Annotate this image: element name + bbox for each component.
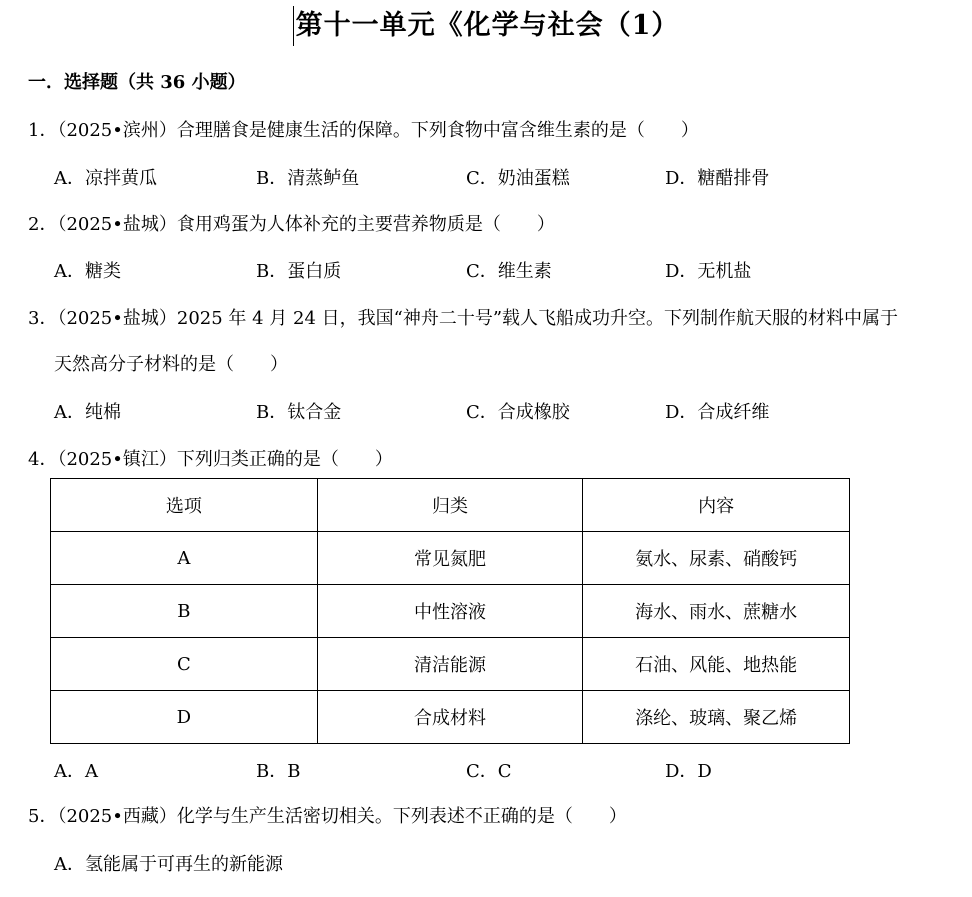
table-cell: 清洁能源 (317, 638, 583, 691)
table-cell: 中性溶液 (317, 585, 583, 638)
table-cell: C (51, 638, 318, 691)
option-d[interactable]: D．糖醋排骨 (665, 168, 770, 189)
option-b[interactable]: B．钛合金 (256, 402, 342, 423)
table-cell: 合成材料 (317, 691, 583, 744)
question-3-stem-continued: 天然高分子材料的是（ ） (54, 354, 288, 375)
question-1-stem: 1．（2025•滨州）合理膳食是健康生活的保障。下列食物中富含维生素的是（ ） (28, 120, 699, 141)
table-row (51, 532, 850, 585)
table-header-cell: 归类 (317, 479, 583, 532)
table-cell: 海水、雨水、蔗糖水 (583, 585, 850, 638)
table-row (51, 691, 850, 744)
option-b[interactable]: B．B (256, 761, 301, 782)
option-a[interactable]: A．氢能属于可再生的新能源 (54, 854, 283, 875)
table-row (51, 585, 850, 638)
option-c[interactable]: C．奶油蛋糕 (466, 168, 570, 189)
option-a[interactable]: A．纯棉 (54, 402, 121, 423)
question-4-stem: 4．（2025•镇江）下列归类正确的是（ ） (28, 449, 393, 470)
question-3-stem: 3．（2025•盐城）2025 年 4 月 24 日，我国“神舟二十号”载人飞船成功升空。下列制作航天服的材料中属于 (28, 308, 899, 329)
option-b[interactable]: B．蛋白质 (256, 261, 342, 282)
table-header-cell: 选项 (51, 479, 318, 532)
option-c[interactable]: C．合成橡胶 (466, 402, 570, 423)
page-title: 第十一单元《化学与社会（1） (293, 6, 680, 46)
table-cell: A (51, 532, 318, 585)
table-cell: 氨水、尿素、硝酸钙 (583, 532, 850, 585)
table-cell: 涤纶、玻璃、聚乙烯 (583, 691, 850, 744)
table-cell: 常见氮肥 (317, 532, 583, 585)
section-heading: 一．选择题（共 36 小题） (28, 72, 246, 93)
title-wrap (0, 6, 972, 46)
option-c[interactable]: C．C (466, 761, 512, 782)
table-row (51, 638, 850, 691)
option-c[interactable]: C．维生素 (466, 261, 552, 282)
option-a[interactable]: A．凉拌黄瓜 (54, 168, 157, 189)
question-5-stem: 5．（2025•西藏）化学与生产生活密切相关。下列表述不正确的是（ ） (28, 806, 627, 827)
option-d[interactable]: D．无机盐 (665, 261, 752, 282)
option-d[interactable]: D．D (665, 761, 712, 782)
table-cell: D (51, 691, 318, 744)
option-a[interactable]: A．糖类 (54, 261, 121, 282)
table-header-row (51, 479, 850, 532)
table-header-cell: 内容 (583, 479, 850, 532)
option-b[interactable]: B．清蒸鲈鱼 (256, 168, 360, 189)
option-a[interactable]: A．A (54, 761, 98, 782)
option-d[interactable]: D．合成纤维 (665, 402, 770, 423)
table-cell: B (51, 585, 318, 638)
classification-table (50, 478, 850, 744)
table-cell: 石油、风能、地热能 (583, 638, 850, 691)
question-2-stem: 2．（2025•盐城）食用鸡蛋为人体补充的主要营养物质是（ ） (28, 214, 555, 235)
